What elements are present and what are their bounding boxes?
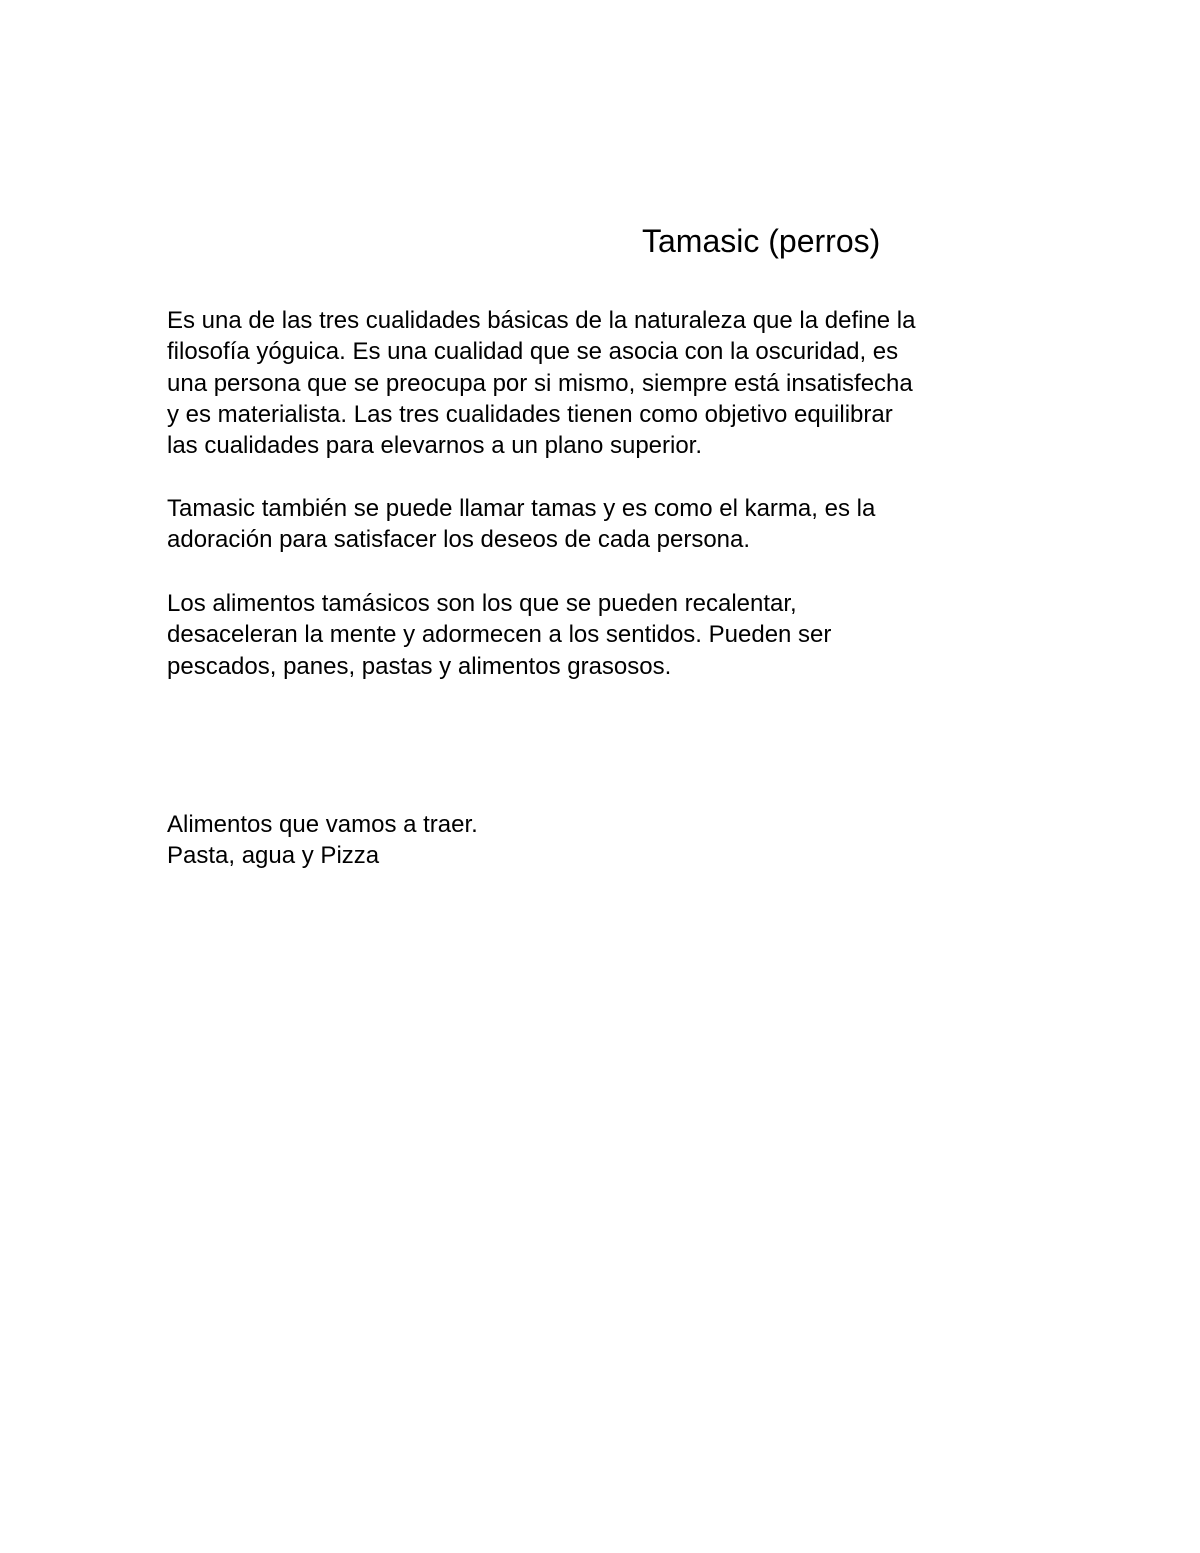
paragraph-foods <box>167 588 831 682</box>
paragraph-food-list <box>167 809 478 872</box>
text-line: Alimentos que vamos a traer. <box>167 811 478 838</box>
text-line: Los alimentos tamásicos son los que se pueden recalentar, <box>167 590 797 617</box>
text-line: Pasta, agua y Pizza <box>167 842 380 870</box>
text-line: y es materialista. Las tres cualidades tienen como objetivo equilibrar <box>167 400 893 428</box>
document-title: Tamasic (perros) <box>642 223 881 259</box>
text-line: filosofía yóguica. Es una cualidad que se asocia con la oscuridad, es <box>167 338 899 366</box>
paragraph-definition <box>167 305 916 461</box>
text-line: desaceleran la mente y adormecen a los sentidos. Pueden ser <box>167 621 832 649</box>
text-line: pescados, panes, pastas y alimentos grasosos. <box>167 652 672 680</box>
paragraph-tamas <box>167 493 875 556</box>
text-line: las cualidades para elevarnos a un plano superior. <box>167 432 703 460</box>
text-line: una persona que se preocupa por si mismo, siempre está insatisfecha <box>167 369 913 397</box>
text-line: Es una de las tres cualidades básicas de la naturaleza que la define la <box>167 307 916 334</box>
text-line: Tamasic también se puede llamar tamas y es como el karma, es la <box>167 495 876 522</box>
text-line: adoración para satisfacer los deseos de cada persona. <box>167 526 751 554</box>
